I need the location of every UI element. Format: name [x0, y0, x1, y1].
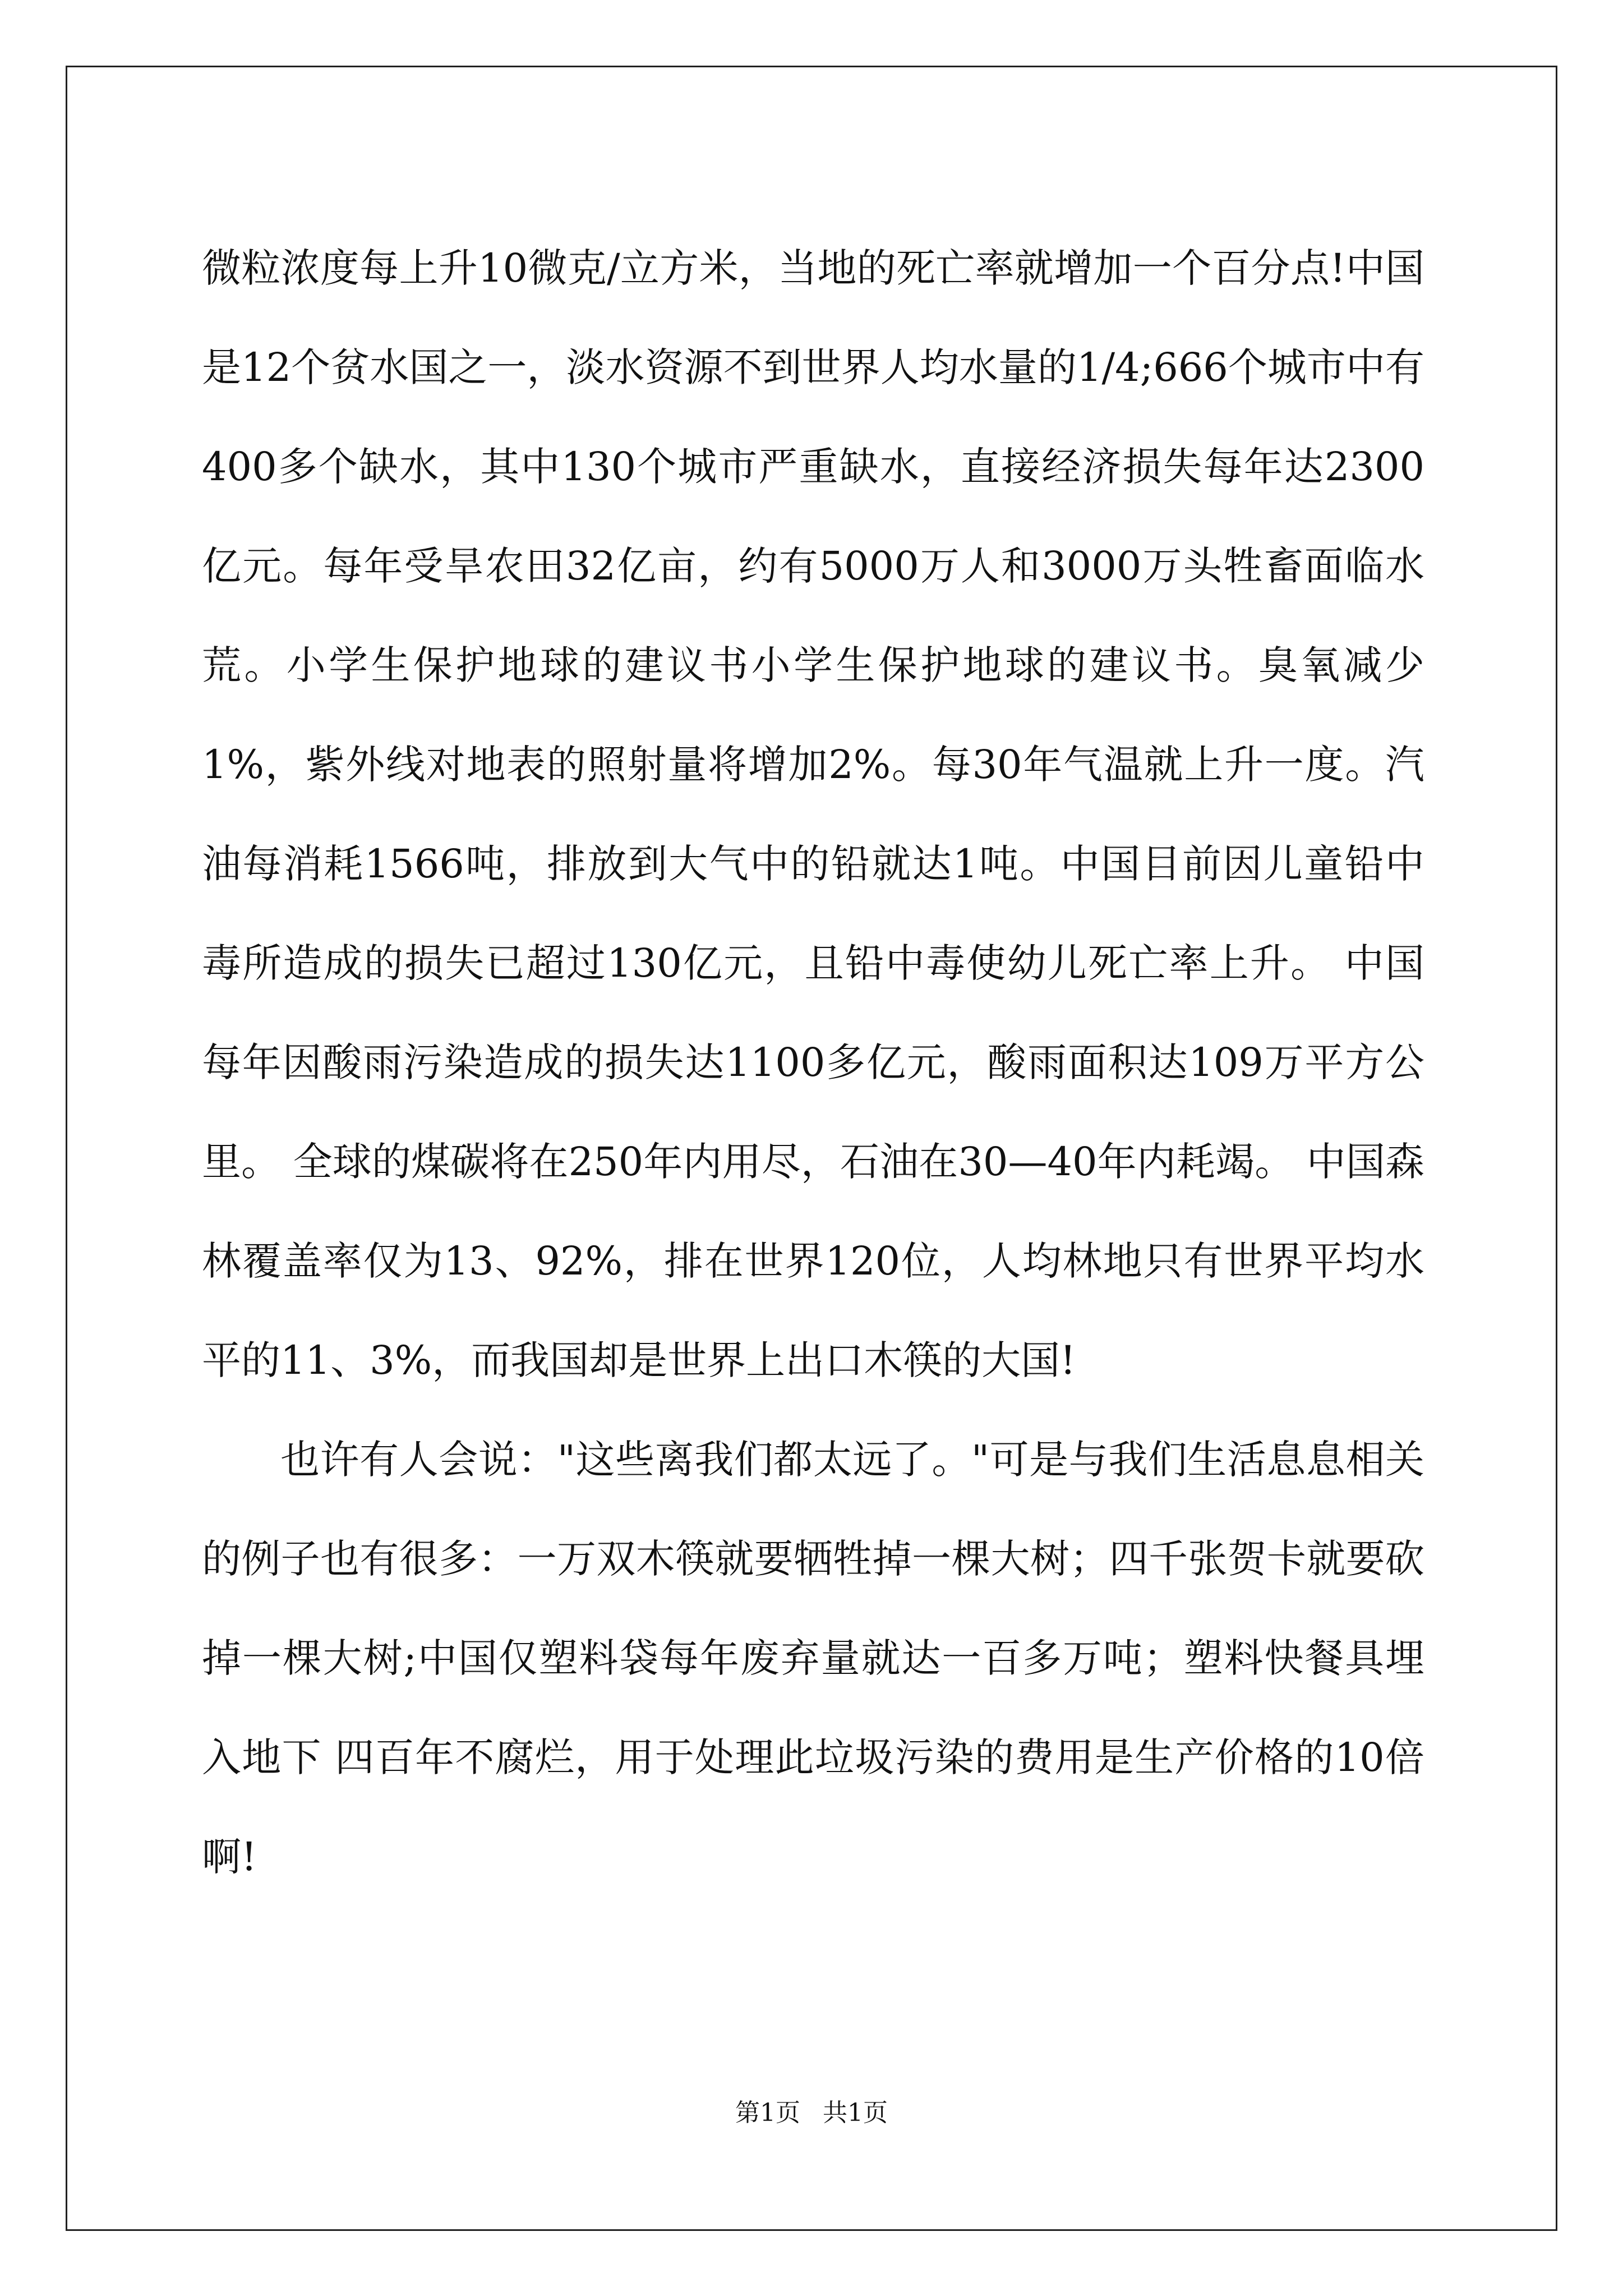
- page-footer: [0, 2092, 1623, 2128]
- page-number: 第1页: [735, 2099, 800, 2127]
- paragraph-2: 也许有人会说："这些离我们都太远了。"可是与我们生活息息相关的例子也有很多：一万双木筷就要牺牲掉一棵大树；四千张贺卡就要砍掉一棵大树;中国仅塑料袋每年废弃量就达一百多万吨；塑料快餐具埋入地下 四百年不腐烂，用于处理此垃圾污染的费用是生产价格的10倍啊!: [202, 1437, 1424, 1880]
- page-total: 共1页: [823, 2099, 888, 2127]
- document-body: [202, 219, 1424, 1907]
- paragraph-1: 微粒浓度每上升10微克/立方米，当地的死亡率就增加一个百分点!中国是12个贫水国之一，淡水资源不到世界人均水量的1/4;666个城市中有400多个缺水，其中130个城市严重缺水，直接经济损失每年达2300亿元。每年受旱农田32亿亩，约有5000万人和3000万头牲畜面临水荒。小学生保护地球的建议书小学生保护地球的建议书。臭氧减少1%，紫外线对地表的照射量将增加2%。每30年气温就上升一度。汽油每消耗1566吨，排放到大气中的铅就达1吨。中国目前因儿童铅中毒所造成的损失已超过130亿元，且铅中毒使幼儿死亡率上升。 中国每年因酸雨污染造成的损失达1100多亿元，酸雨面积达109万平方公里。 全球的煤碳将在250年内用尽，石油在30—40年内耗竭。 中国森林覆盖率仅为13、92%，排在世界120位，人均林地只有世界平均水平的11、3%，而我国却是世界上出口木筷的大国!: [202, 245, 1424, 1383]
